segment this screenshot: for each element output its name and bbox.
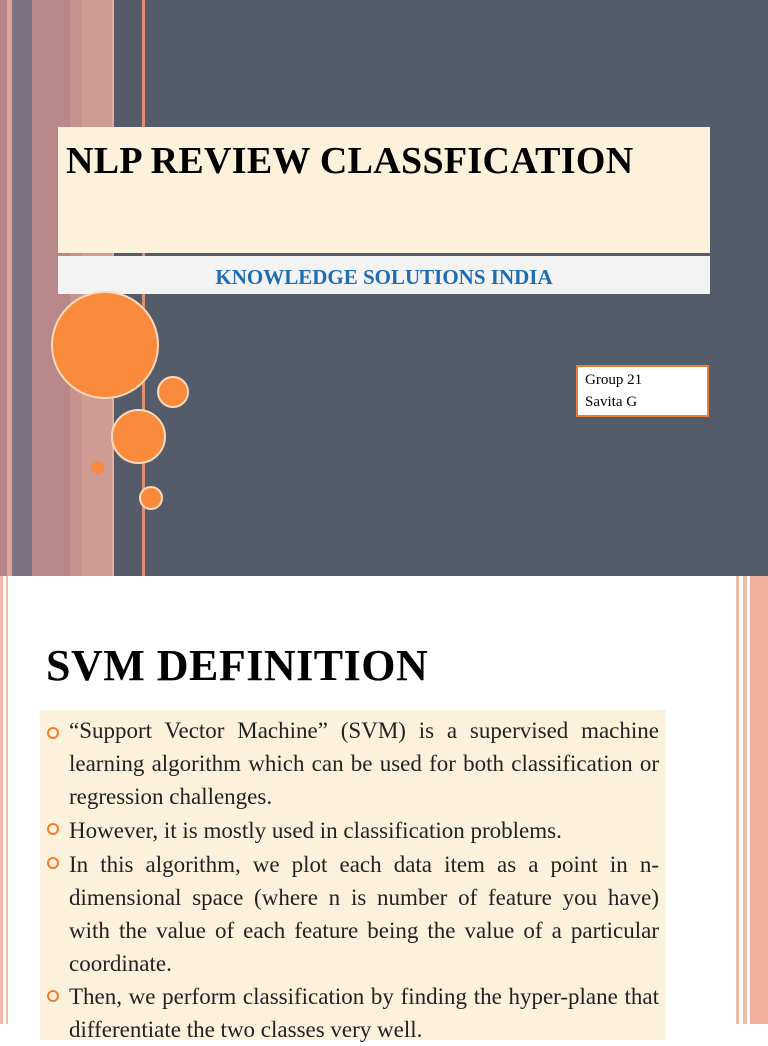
list-item: Then, we perform classification by finding the hyper-plane that differentiate the two classes very well. — [69, 984, 659, 1042]
slide-title: NLP REVIEW CLASSFICATION — [66, 140, 634, 182]
decorative-stripe — [12, 0, 32, 576]
slide-title: SVM DEFINITION — [46, 641, 429, 690]
decorative-stripe — [750, 576, 768, 1024]
decorative-stripe — [743, 576, 747, 1024]
list-item: “Support Vector Machine” (SVM) is a supervised machine learning algorithm which can be used for both classification or regression challenges. — [69, 718, 659, 809]
bullet-list — [40, 710, 666, 1040]
decorative-circle — [157, 376, 189, 408]
group-label: Group 21 — [585, 372, 643, 388]
decorative-stripe — [6, 576, 8, 1024]
decorative-circle-small — [91, 461, 104, 474]
content-slide — [0, 576, 768, 1042]
decorative-stripe — [0, 0, 7, 576]
bullet-circle-icon — [47, 857, 59, 869]
bullet-circle-icon — [47, 990, 59, 1002]
decorative-circle — [111, 409, 166, 464]
bullet-circle-icon — [47, 823, 59, 835]
bullet-circle-icon — [47, 727, 59, 739]
decorative-stripe — [0, 576, 3, 1024]
decorative-circle — [139, 486, 163, 510]
decorative-circle-large — [51, 291, 159, 399]
subtitle-box — [58, 256, 710, 294]
list-item: However, it is mostly used in classification problems. — [69, 818, 562, 843]
slide-subtitle: KNOWLEDGE SOLUTIONS INDIA — [215, 265, 553, 289]
title-box — [58, 127, 710, 253]
list-item: In this algorithm, we plot each data item as a point in n-dimensional space (where n is number of feature you have) with the value of each feature being the value of a particular coordinate. — [69, 852, 659, 976]
author-name: Savita G — [585, 394, 638, 410]
author-box — [576, 365, 709, 417]
decorative-stripe — [736, 576, 739, 1024]
